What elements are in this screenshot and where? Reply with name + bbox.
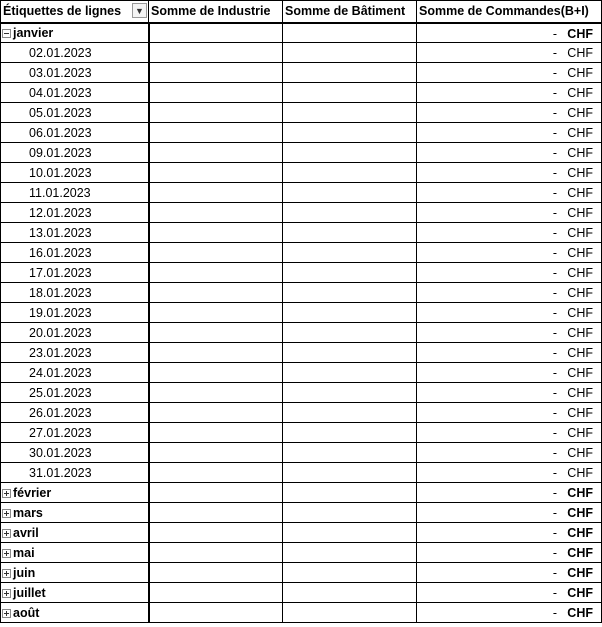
currency-label: CHF: [567, 386, 593, 400]
commandes-cell[interactable]: [417, 63, 602, 83]
month-label: mars: [13, 505, 43, 520]
batiment-cell[interactable]: [283, 263, 417, 283]
amount-dash: -: [552, 346, 557, 360]
month-label: juin: [13, 565, 36, 580]
amount-dash: -: [552, 326, 557, 340]
batiment-cell[interactable]: [283, 23, 417, 43]
commandes-cell[interactable]: [417, 103, 602, 123]
currency-label: CHF: [567, 406, 593, 420]
date-row: [1, 243, 602, 263]
commandes-cell[interactable]: [417, 343, 602, 363]
date-label-cell[interactable]: 30.01.2023: [1, 443, 149, 463]
amount-dash: -: [552, 126, 557, 140]
amount-dash: -: [552, 426, 557, 440]
date-label-cell[interactable]: 06.01.2023: [1, 123, 149, 143]
industrie-cell[interactable]: [149, 203, 283, 223]
currency-label: CHF: [567, 66, 593, 80]
batiment-cell[interactable]: [283, 143, 417, 163]
date-row: [1, 143, 602, 163]
amount-dash: -: [552, 206, 557, 220]
expand-plus-icon[interactable]: [2, 549, 11, 558]
currency-label: CHF: [567, 426, 593, 440]
date-label-cell[interactable]: 18.01.2023: [1, 283, 149, 303]
industrie-cell[interactable]: [149, 603, 283, 623]
month-label-cell[interactable]: [1, 543, 149, 563]
batiment-header[interactable]: Somme de Bâtiment: [283, 1, 417, 23]
month-label-cell[interactable]: [1, 503, 149, 523]
month-group-row: [1, 523, 602, 543]
commandes-cell[interactable]: [417, 583, 602, 603]
commandes-cell[interactable]: [417, 83, 602, 103]
commandes-cell[interactable]: [417, 483, 602, 503]
month-group-row: [1, 603, 602, 623]
month-group-row: [1, 543, 602, 563]
commandes-cell[interactable]: [417, 363, 602, 383]
commandes-cell[interactable]: [417, 123, 602, 143]
currency-label: CHF: [567, 226, 593, 240]
date-row: [1, 363, 602, 383]
commandes-cell[interactable]: [417, 203, 602, 223]
date-label-cell[interactable]: 26.01.2023: [1, 403, 149, 423]
commandes-cell[interactable]: [417, 523, 602, 543]
month-group-row: [1, 503, 602, 523]
currency-label: CHF: [567, 126, 593, 140]
date-label-cell[interactable]: 17.01.2023: [1, 263, 149, 283]
batiment-cell[interactable]: [283, 503, 417, 523]
amount-dash: -: [552, 406, 557, 420]
currency-label: CHF: [567, 306, 593, 320]
batiment-cell[interactable]: [283, 123, 417, 143]
batiment-cell[interactable]: [283, 383, 417, 403]
date-label-cell[interactable]: 19.01.2023: [1, 303, 149, 323]
expand-plus-icon[interactable]: [2, 569, 11, 578]
month-group-row: [1, 483, 602, 503]
batiment-cell[interactable]: [283, 563, 417, 583]
commandes-cell[interactable]: [417, 503, 602, 523]
date-row: [1, 303, 602, 323]
batiment-cell[interactable]: [283, 343, 417, 363]
industrie-cell[interactable]: [149, 243, 283, 263]
month-label: janvier: [13, 25, 54, 40]
currency-label: CHF: [567, 366, 593, 380]
industrie-cell[interactable]: [149, 83, 283, 103]
date-row: [1, 163, 602, 183]
industrie-cell[interactable]: [149, 103, 283, 123]
date-row: [1, 323, 602, 343]
industrie-cell[interactable]: [149, 123, 283, 143]
batiment-cell[interactable]: [283, 303, 417, 323]
date-row: [1, 283, 602, 303]
batiment-cell[interactable]: [283, 203, 417, 223]
date-label-cell[interactable]: 27.01.2023: [1, 423, 149, 443]
commandes-cell[interactable]: [417, 563, 602, 583]
amount-dash: -: [552, 286, 557, 300]
month-label: juillet: [13, 585, 46, 600]
commandes-cell[interactable]: [417, 303, 602, 323]
date-label-cell[interactable]: 13.01.2023: [1, 223, 149, 243]
amount-dash: -: [552, 386, 557, 400]
industrie-cell[interactable]: [149, 343, 283, 363]
date-row: [1, 63, 602, 83]
currency-label: CHF: [567, 286, 593, 300]
amount-dash: -: [552, 166, 557, 180]
commandes-cell[interactable]: [417, 163, 602, 183]
industrie-cell[interactable]: [149, 283, 283, 303]
currency-label: CHF: [567, 26, 593, 41]
industrie-cell[interactable]: [149, 303, 283, 323]
currency-label: CHF: [567, 106, 593, 120]
batiment-cell[interactable]: [283, 323, 417, 343]
commandes-cell[interactable]: [417, 383, 602, 403]
commandes-cell[interactable]: [417, 43, 602, 63]
month-label-cell[interactable]: [1, 523, 149, 543]
industrie-cell[interactable]: [149, 583, 283, 603]
industrie-cell[interactable]: [149, 163, 283, 183]
currency-label: CHF: [567, 166, 593, 180]
month-group-row: [1, 583, 602, 603]
date-row: [1, 203, 602, 223]
batiment-cell[interactable]: [283, 83, 417, 103]
industrie-cell[interactable]: [149, 503, 283, 523]
amount-dash: -: [552, 66, 557, 80]
date-label-cell[interactable]: 24.01.2023: [1, 363, 149, 383]
industrie-cell[interactable]: [149, 63, 283, 83]
commandes-cell[interactable]: [417, 323, 602, 343]
commandes-cell[interactable]: [417, 403, 602, 423]
date-row: [1, 83, 602, 103]
commandes-cell[interactable]: [417, 183, 602, 203]
date-label-cell[interactable]: 25.01.2023: [1, 383, 149, 403]
expand-plus-icon[interactable]: [2, 529, 11, 538]
currency-label: CHF: [567, 266, 593, 280]
industrie-cell[interactable]: [149, 363, 283, 383]
industrie-cell[interactable]: [149, 523, 283, 543]
month-label: mai: [13, 545, 35, 560]
date-row: [1, 443, 602, 463]
currency-label: CHF: [567, 506, 593, 520]
batiment-cell[interactable]: [283, 363, 417, 383]
industrie-header[interactable]: Somme de Industrie: [149, 1, 283, 23]
commandes-header[interactable]: Somme de Commandes(B+I): [417, 1, 602, 23]
currency-label: CHF: [567, 446, 593, 460]
industrie-cell[interactable]: [149, 403, 283, 423]
industrie-cell[interactable]: [149, 323, 283, 343]
industrie-cell[interactable]: [149, 43, 283, 63]
month-label-cell[interactable]: [1, 603, 149, 623]
month-label: août: [13, 605, 40, 620]
amount-dash: -: [552, 566, 557, 580]
amount-dash: -: [552, 146, 557, 160]
currency-label: CHF: [567, 146, 593, 160]
batiment-cell[interactable]: [283, 523, 417, 543]
batiment-cell[interactable]: [283, 403, 417, 423]
commandes-cell[interactable]: [417, 283, 602, 303]
batiment-cell[interactable]: [283, 183, 417, 203]
amount-dash: -: [552, 466, 557, 480]
industrie-cell[interactable]: [149, 143, 283, 163]
currency-label: CHF: [567, 346, 593, 360]
currency-label: CHF: [567, 246, 593, 260]
batiment-cell[interactable]: [283, 583, 417, 603]
date-row: [1, 423, 602, 443]
month-label-cell[interactable]: [1, 23, 149, 43]
amount-dash: -: [552, 186, 557, 200]
currency-label: CHF: [567, 546, 593, 560]
amount-dash: -: [552, 266, 557, 280]
batiment-cell[interactable]: [283, 423, 417, 443]
commandes-cell[interactable]: [417, 243, 602, 263]
commandes-cell[interactable]: [417, 543, 602, 563]
industrie-cell[interactable]: [149, 383, 283, 403]
commandes-cell[interactable]: [417, 143, 602, 163]
date-row: [1, 103, 602, 123]
amount-dash: -: [552, 306, 557, 320]
date-label-cell[interactable]: 09.01.2023: [1, 143, 149, 163]
currency-label: CHF: [567, 206, 593, 220]
row-labels-header-text: Étiquettes de lignes: [3, 4, 122, 19]
industrie-cell[interactable]: [149, 423, 283, 443]
expand-plus-icon[interactable]: [2, 489, 11, 498]
commandes-cell[interactable]: [417, 223, 602, 243]
currency-label: CHF: [567, 566, 593, 580]
date-label-cell[interactable]: 20.01.2023: [1, 323, 149, 343]
commandes-cell[interactable]: [417, 423, 602, 443]
currency-label: CHF: [567, 606, 593, 620]
batiment-cell[interactable]: [283, 443, 417, 463]
date-label-cell[interactable]: 16.01.2023: [1, 243, 149, 263]
commandes-cell[interactable]: [417, 263, 602, 283]
collapse-minus-icon[interactable]: [2, 29, 11, 38]
currency-label: CHF: [567, 526, 593, 540]
month-label: février: [13, 485, 52, 500]
amount-dash: -: [552, 46, 557, 60]
date-label-cell[interactable]: 10.01.2023: [1, 163, 149, 183]
header-row: [1, 1, 602, 23]
currency-label: CHF: [567, 486, 593, 500]
month-label-cell[interactable]: [1, 483, 149, 503]
month-group-row: [1, 23, 602, 43]
batiment-cell[interactable]: [283, 43, 417, 63]
date-label-cell[interactable]: 02.01.2023: [1, 43, 149, 63]
amount-dash: -: [552, 546, 557, 560]
month-group-row: [1, 563, 602, 583]
currency-label: CHF: [567, 46, 593, 60]
filter-dropdown-button[interactable]: [132, 3, 147, 18]
expand-plus-icon[interactable]: [2, 609, 11, 618]
date-label-cell[interactable]: 05.01.2023: [1, 103, 149, 123]
amount-dash: -: [552, 486, 557, 500]
month-label: avril: [13, 525, 39, 540]
industrie-cell[interactable]: [149, 23, 283, 43]
batiment-cell[interactable]: [283, 243, 417, 263]
industrie-cell[interactable]: [149, 563, 283, 583]
date-label-cell[interactable]: 31.01.2023: [1, 463, 149, 483]
date-row: [1, 183, 602, 203]
date-row: [1, 123, 602, 143]
expand-plus-icon[interactable]: [2, 509, 11, 518]
amount-dash: -: [552, 106, 557, 120]
currency-label: CHF: [567, 86, 593, 100]
date-label-cell[interactable]: 03.01.2023: [1, 63, 149, 83]
batiment-cell[interactable]: [283, 103, 417, 123]
commandes-cell[interactable]: [417, 603, 602, 623]
row-labels-header[interactable]: [1, 1, 149, 23]
amount-dash: -: [552, 586, 557, 600]
industrie-cell[interactable]: [149, 463, 283, 483]
pivot-body: [1, 23, 602, 623]
amount-dash: -: [552, 86, 557, 100]
commandes-cell[interactable]: [417, 463, 602, 483]
amount-dash: -: [552, 366, 557, 380]
amount-dash: -: [552, 26, 557, 41]
batiment-cell[interactable]: [283, 603, 417, 623]
date-label-cell[interactable]: 11.01.2023: [1, 183, 149, 203]
amount-dash: -: [552, 446, 557, 460]
industrie-cell[interactable]: [149, 543, 283, 563]
chevron-down-icon: ▼: [135, 5, 144, 16]
industrie-cell[interactable]: [149, 223, 283, 243]
batiment-cell[interactable]: [283, 543, 417, 563]
date-row: [1, 223, 602, 243]
expand-plus-icon[interactable]: [2, 589, 11, 598]
commandes-cell[interactable]: [417, 443, 602, 463]
amount-dash: -: [552, 506, 557, 520]
amount-dash: -: [552, 226, 557, 240]
currency-label: CHF: [567, 326, 593, 340]
batiment-cell[interactable]: [283, 463, 417, 483]
industrie-cell[interactable]: [149, 483, 283, 503]
date-label-cell[interactable]: 04.01.2023: [1, 83, 149, 103]
batiment-cell[interactable]: [283, 163, 417, 183]
industrie-cell[interactable]: [149, 263, 283, 283]
date-row: [1, 263, 602, 283]
currency-label: CHF: [567, 586, 593, 600]
commandes-cell[interactable]: [417, 23, 602, 43]
date-label-cell[interactable]: 12.01.2023: [1, 203, 149, 223]
date-row: [1, 383, 602, 403]
amount-dash: -: [552, 606, 557, 620]
currency-label: CHF: [567, 186, 593, 200]
industrie-cell[interactable]: [149, 443, 283, 463]
date-row: [1, 343, 602, 363]
date-row: [1, 43, 602, 63]
batiment-cell[interactable]: [283, 223, 417, 243]
date-row: [1, 463, 602, 483]
industrie-cell[interactable]: [149, 183, 283, 203]
amount-dash: -: [552, 526, 557, 540]
batiment-cell[interactable]: [283, 483, 417, 503]
currency-label: CHF: [567, 466, 593, 480]
month-label-cell[interactable]: [1, 563, 149, 583]
batiment-cell[interactable]: [283, 63, 417, 83]
date-label-cell[interactable]: 23.01.2023: [1, 343, 149, 363]
amount-dash: -: [552, 246, 557, 260]
month-label-cell[interactable]: [1, 583, 149, 603]
batiment-cell[interactable]: [283, 283, 417, 303]
date-row: [1, 403, 602, 423]
